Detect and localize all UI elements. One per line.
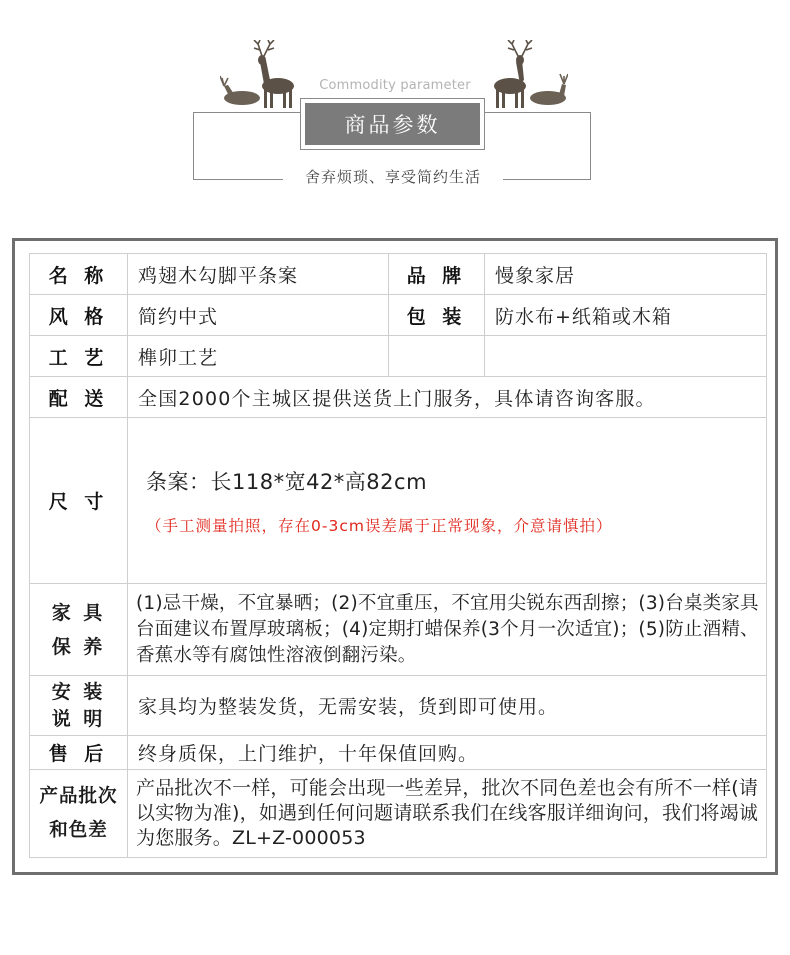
name-label: 名 称 [30, 254, 128, 295]
spec-table-frame [12, 238, 778, 875]
table-row [30, 770, 767, 858]
size-label: 尺 寸 [30, 418, 128, 584]
table-row [30, 584, 767, 676]
install-label [30, 676, 128, 736]
empty-cell [485, 336, 767, 377]
care-label-line1: 家 具 [51, 601, 106, 624]
delivery-label: 配 送 [30, 377, 128, 418]
header-subtitle: 舍弃烦琐、享受简约生活 [283, 166, 503, 187]
pack-value: 防水布+纸箱或木箱 [485, 295, 767, 336]
size-value: 条案：长118*宽42*高82cm [146, 469, 428, 494]
table-row [30, 676, 767, 736]
size-note: （手工测量拍照，存在0-3cm误差属于正常现象，介意请慎拍） [146, 516, 613, 535]
install-label-line2: 说 明 [51, 707, 106, 730]
table-row [30, 377, 767, 418]
deer-right-icon [480, 40, 568, 110]
spec-table [29, 253, 767, 858]
table-row [30, 736, 767, 770]
header-english-title: Commodity parameter [319, 78, 471, 93]
table-row [30, 418, 767, 584]
care-value: (1)忌干燥，不宜暴晒；(2)不宜重压，不宜用尖锐东西刮擦；(3)台桌类家具台面建议布置厚玻璃板；(4)定期打蜡保养(3个月一次适宜)；(5)防止酒精、香蕉水等有腐蚀性溶液倒翻污染。 [128, 584, 767, 676]
table-row [30, 295, 767, 336]
table-row [30, 336, 767, 377]
install-value: 家具均为整装发货，无需安装，货到即可使用。 [128, 676, 767, 736]
care-label-line2: 保 养 [51, 635, 106, 658]
name-value: 鸡翅木勾脚平条案 [128, 254, 389, 295]
after-sales-label: 售 后 [30, 736, 128, 770]
style-value: 简约中式 [128, 295, 389, 336]
batch-label-line1: 产品批次 [39, 785, 118, 807]
craft-label: 工 艺 [30, 336, 128, 377]
install-label-line1: 安 装 [51, 680, 106, 703]
header-title-box [300, 98, 485, 150]
care-label [30, 584, 128, 676]
size-cell [128, 418, 767, 584]
table-row [30, 254, 767, 295]
empty-cell [389, 336, 485, 377]
style-label: 风 格 [30, 295, 128, 336]
after-sales-value: 终身质保，上门维护，十年保值回购。 [128, 736, 767, 770]
delivery-value: 全国2000个主城区提供送货上门服务，具体请咨询客服。 [128, 377, 767, 418]
deer-left-icon [220, 40, 308, 110]
batch-label [30, 770, 128, 858]
batch-label-line2: 和色差 [49, 819, 108, 841]
craft-value: 榫卯工艺 [128, 336, 389, 377]
brand-value: 慢象家居 [485, 254, 767, 295]
brand-label: 品 牌 [389, 254, 485, 295]
page-title: 商品参数 [305, 103, 480, 145]
batch-value: 产品批次不一样，可能会出现一些差异，批次不同色差也会有所不一样(请以实物为准)，如遇到任何问题请联系我们在线客服详细询问，我们将竭诚为您服务。ZL+Z-000053 [128, 770, 767, 858]
pack-label: 包 装 [389, 295, 485, 336]
